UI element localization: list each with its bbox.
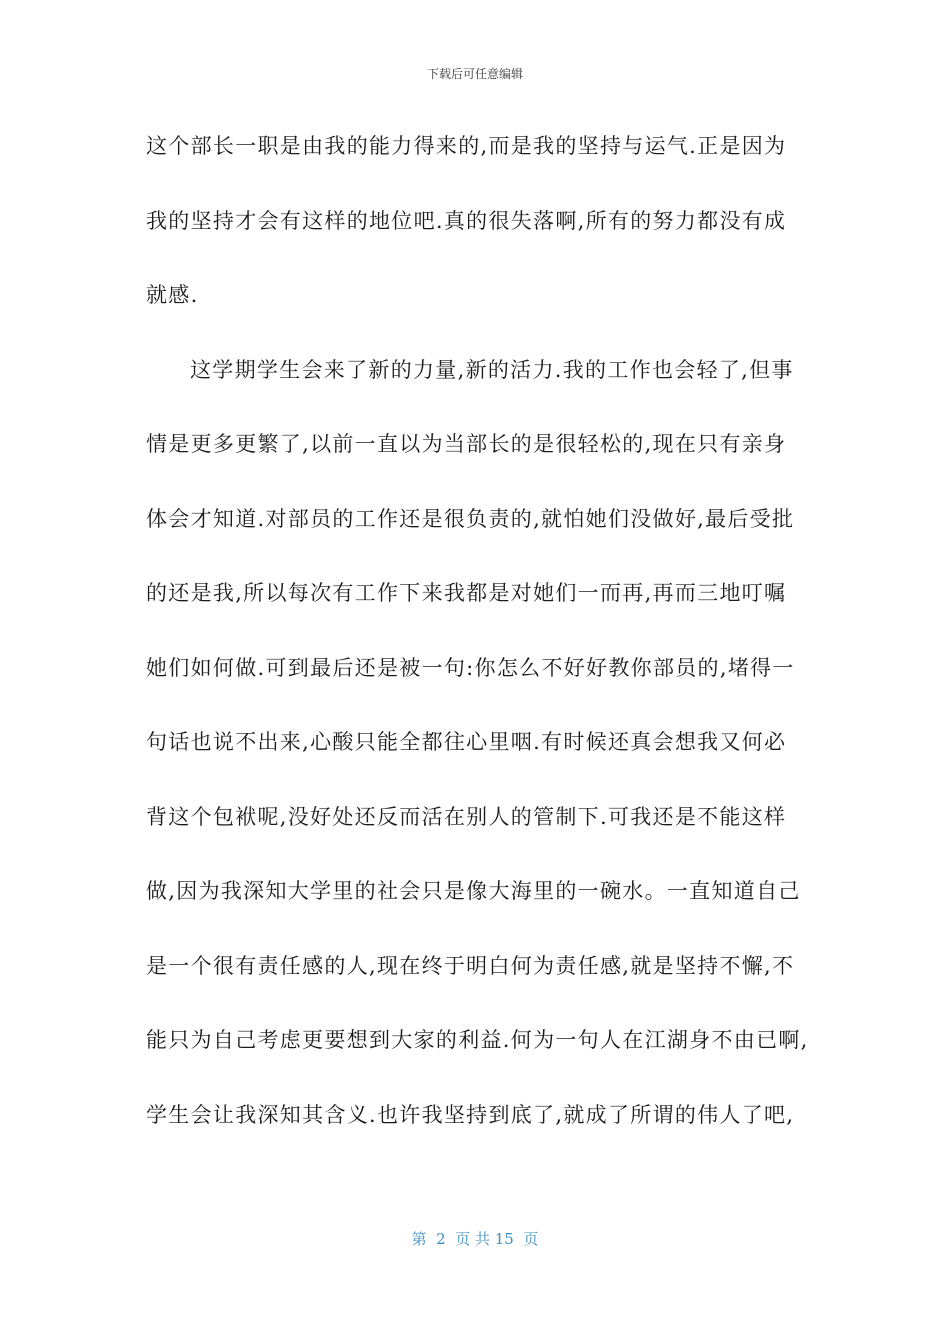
text-line: 背这个包袱呢,没好处还反而活在别人的管制下.可我还是不能这样: [146, 804, 787, 829]
text-line: 做,因为我深知大学里的社会只是像大海里的一碗水。一直知道自己: [146, 879, 801, 903]
text-line: 能只为自己考虑更要想到大家的利益.何为一句人在江湖身不由已啊,: [146, 1028, 809, 1052]
text-line: 就感.: [146, 283, 199, 307]
text-line: 我的坚持才会有这样的地位吧.真的很失落啊,所有的努力都没有成: [146, 208, 787, 233]
text-line: 体会才知道.对部员的工作还是很负责的,就怕她们没做好,最后受批: [146, 506, 795, 531]
text-line: 她们如何做.可到最后还是被一句:你怎么不好好教你部员的,堵得一: [146, 655, 795, 680]
text-line: 句话也说不出来,心酸只能全都往心里咽.有时候还真会想我又何必: [146, 730, 787, 754]
page-number-footer: 第 2 页 共 15 页: [411, 1230, 539, 1248]
document-body: [146, 128, 809, 1171]
text-line: 是一个很有责任感的人,现在终于明白何为责任感,就是坚持不懈,不: [146, 953, 795, 978]
text-line: 这个部长一职是由我的能力得来的,而是我的坚持与运气.正是因为: [146, 134, 787, 158]
page-header: 下载后可任意编辑: [426, 67, 523, 81]
text-line: 学生会让我深知其含义.也许我坚持到底了,就成了所谓的伟人了吧,: [146, 1102, 795, 1127]
paragraph-first-line: 这学期学生会来了新的力量,新的活力.我的工作也会轻了,但事: [190, 357, 794, 382]
text-line: 的还是我,所以每次有工作下来我都是对她们一而再,再而三地叮嘱: [146, 581, 787, 605]
text-line: 情是更多更繁了,以前一直以为当部长的是很轻松的,现在只有亲身: [146, 432, 787, 456]
